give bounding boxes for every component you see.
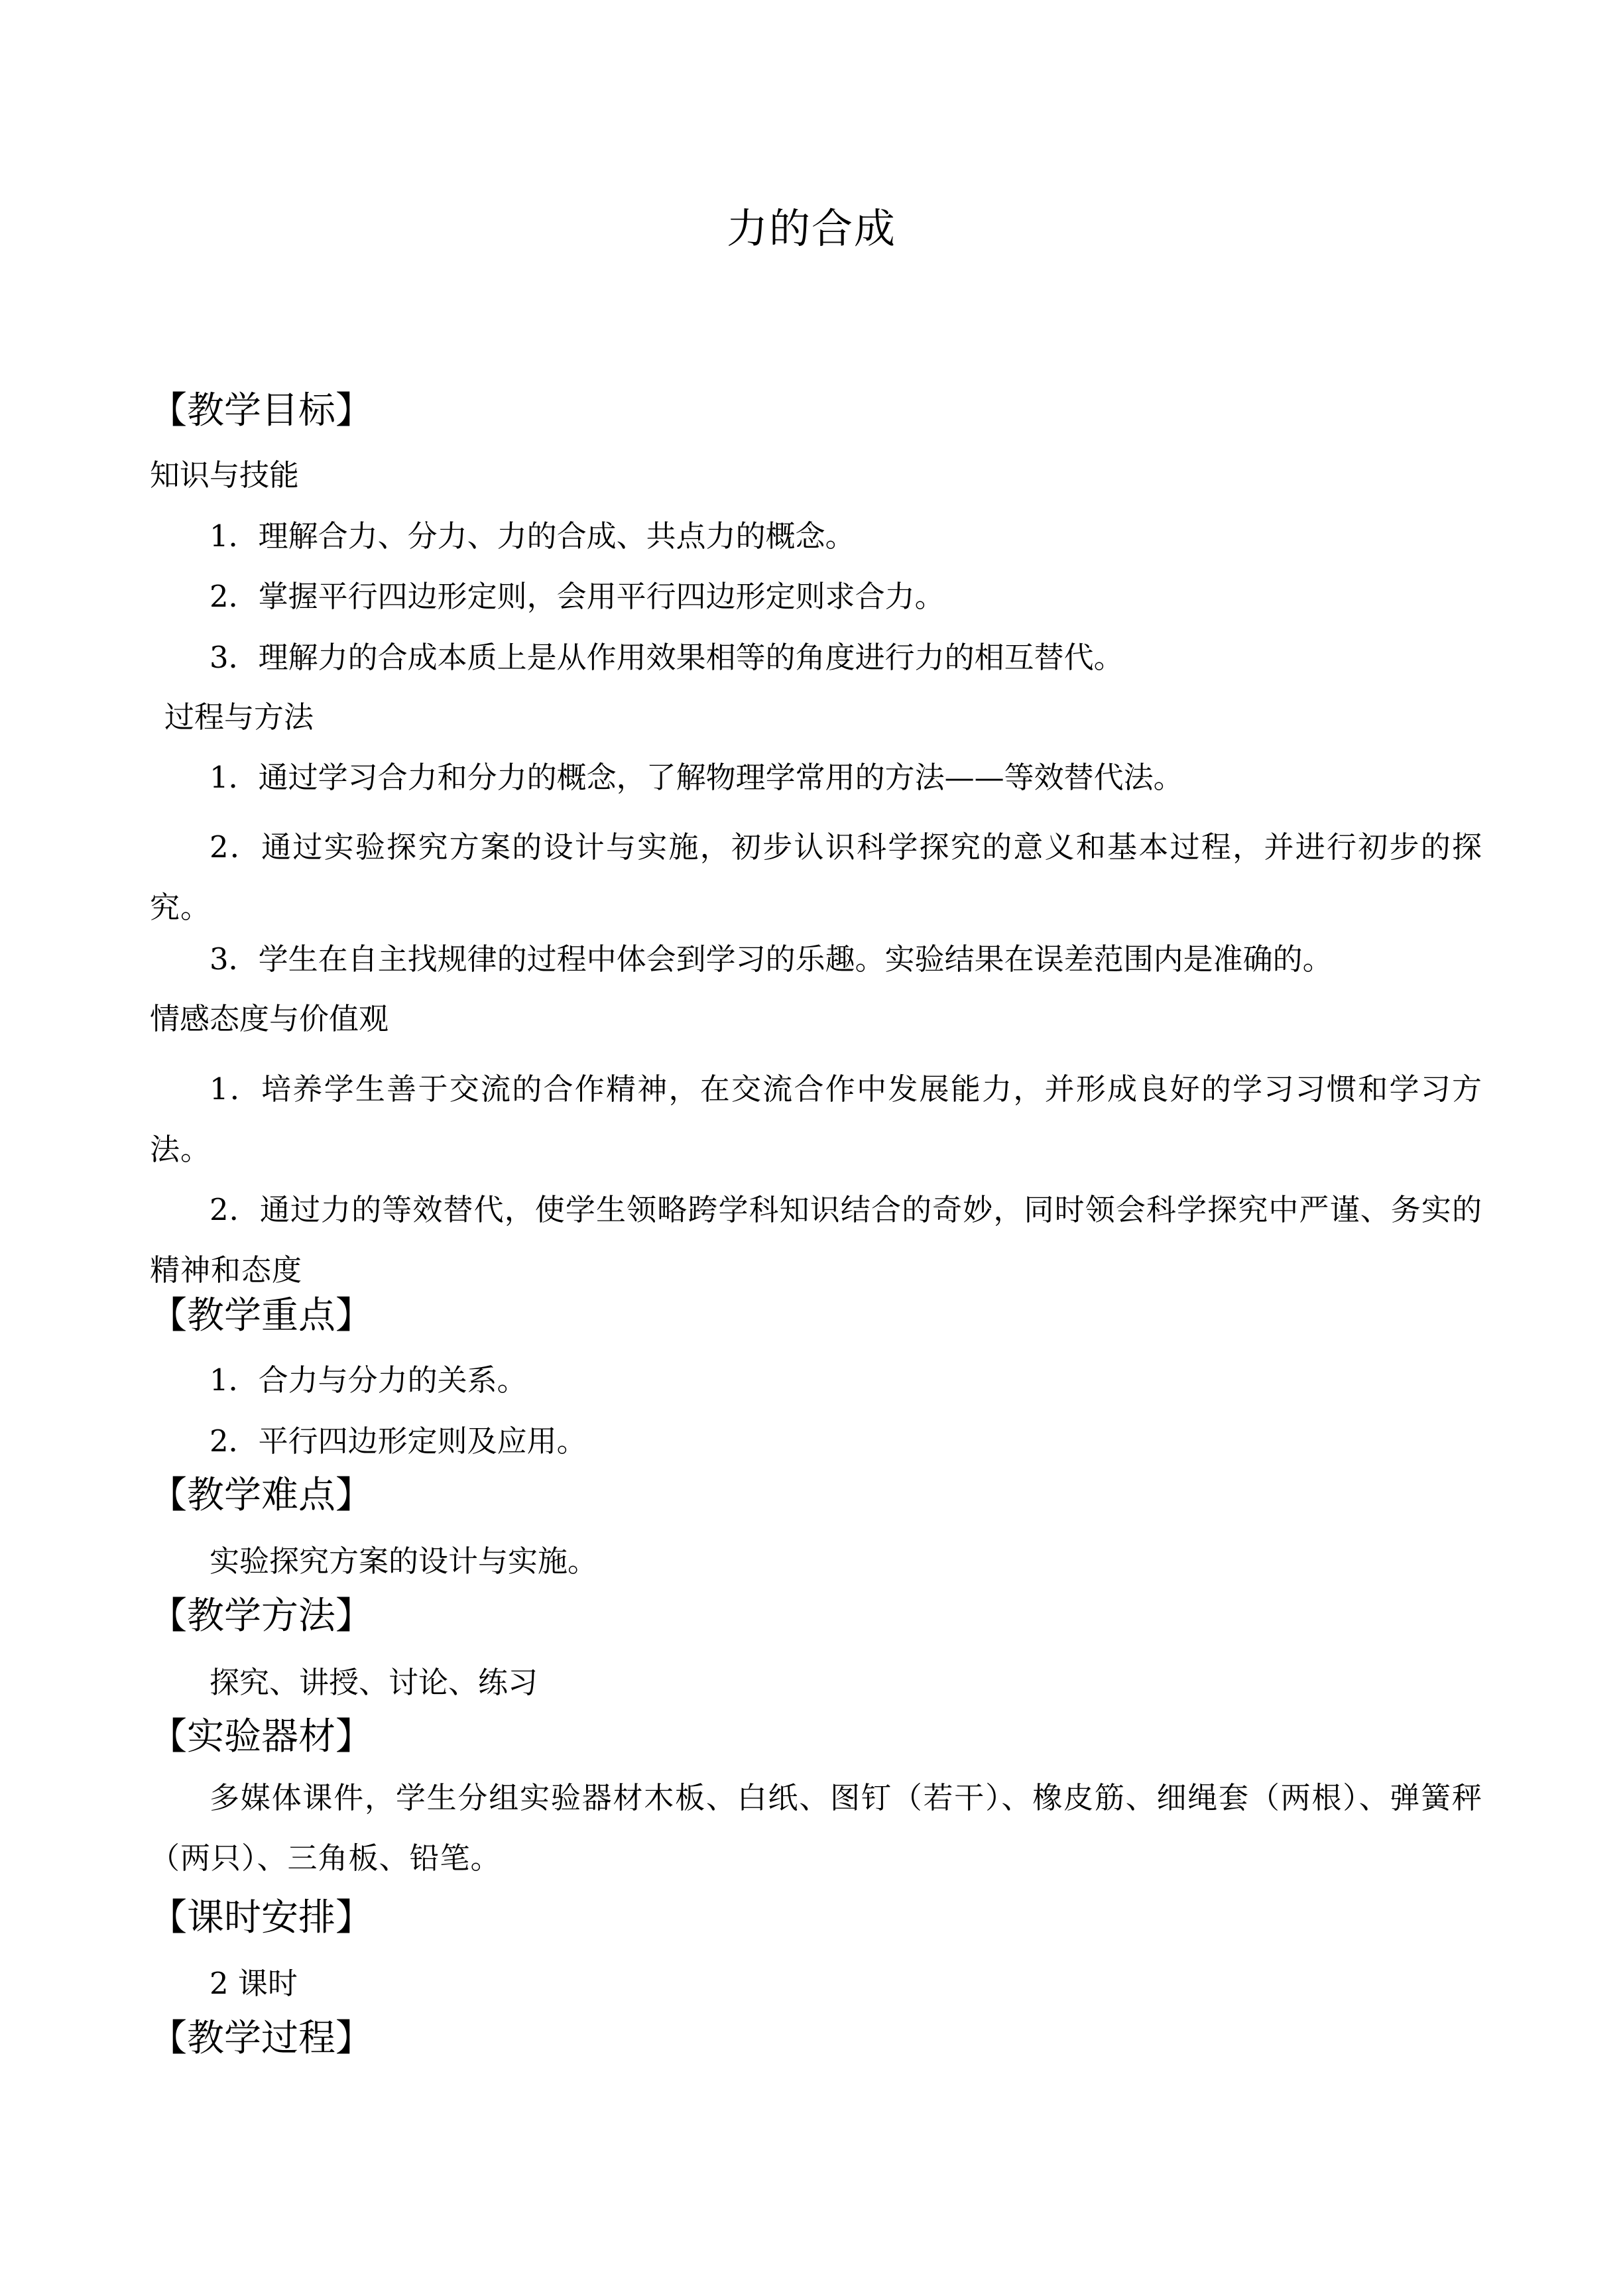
knowledge-item-2: 2．掌握平行四边形定则，会用平行四边形定则求合力。 <box>210 579 945 614</box>
section-heading-difficulties: 【教学难点】 <box>150 1474 373 1517</box>
subheading-process: 过程与方法 <box>164 699 314 735</box>
methods-text: 探究、讲授、讨论、练习 <box>210 1665 538 1700</box>
document-title: 力的合成 <box>726 204 896 253</box>
subheading-knowledge: 知识与技能 <box>150 457 300 493</box>
section-heading-equipment: 【实验器材】 <box>150 1715 373 1758</box>
key-point-item-2: 2．平行四边形定则及应用。 <box>210 1423 587 1459</box>
emotion-item-1: 1．培养学生善于交流的合作精神，在交流合作中发展能力，并形成良好的学习习惯和学习方法。 <box>150 1071 1482 1167</box>
process-item-3: 3．学生在自主找规律的过程中体会到学习的乐趣。实验结果在误差范围内是准确的。 <box>210 941 1333 977</box>
section-heading-objectives: 【教学目标】 <box>150 389 373 432</box>
key-point-item-1: 1．合力与分力的关系。 <box>210 1362 527 1398</box>
process-item-2: 2．通过实验探究方案的设计与实施，初步认识科学探究的意义和基本过程，并进行初步的探究。 <box>150 829 1482 925</box>
section-heading-schedule: 【课时安排】 <box>150 1896 373 1939</box>
section-heading-process: 【教学过程】 <box>150 2017 373 2060</box>
emotion-item-2: 2．通过力的等效替代，使学生领略跨学科知识结合的奇妙，同时领会科学探究中严谨、务实的精神和态度 <box>150 1192 1482 1288</box>
knowledge-item-3: 3．理解力的合成本质上是从作用效果相等的角度进行力的相互替代。 <box>210 640 1124 675</box>
knowledge-item-1: 1．理解合力、分力、力的合成、共点力的概念。 <box>210 518 855 554</box>
process-item-1: 1．通过学习合力和分力的概念，了解物理学常用的方法——等效替代法。 <box>210 760 1183 795</box>
subheading-emotion: 情感态度与价值观 <box>150 1001 389 1036</box>
section-heading-key-points: 【教学重点】 <box>150 1294 373 1337</box>
section-heading-methods: 【教学方法】 <box>150 1595 373 1638</box>
schedule-text: 2 课时 <box>210 1966 298 2001</box>
difficulties-text: 实验探究方案的设计与实施。 <box>210 1543 598 1579</box>
equipment-text: 多媒体课件，学生分组实验器材木板、白纸、图钉（若干）、橡皮筋、细绳套（两根）、弹簧秤（两只）、三角板、铅笔。 <box>150 1780 1482 1876</box>
